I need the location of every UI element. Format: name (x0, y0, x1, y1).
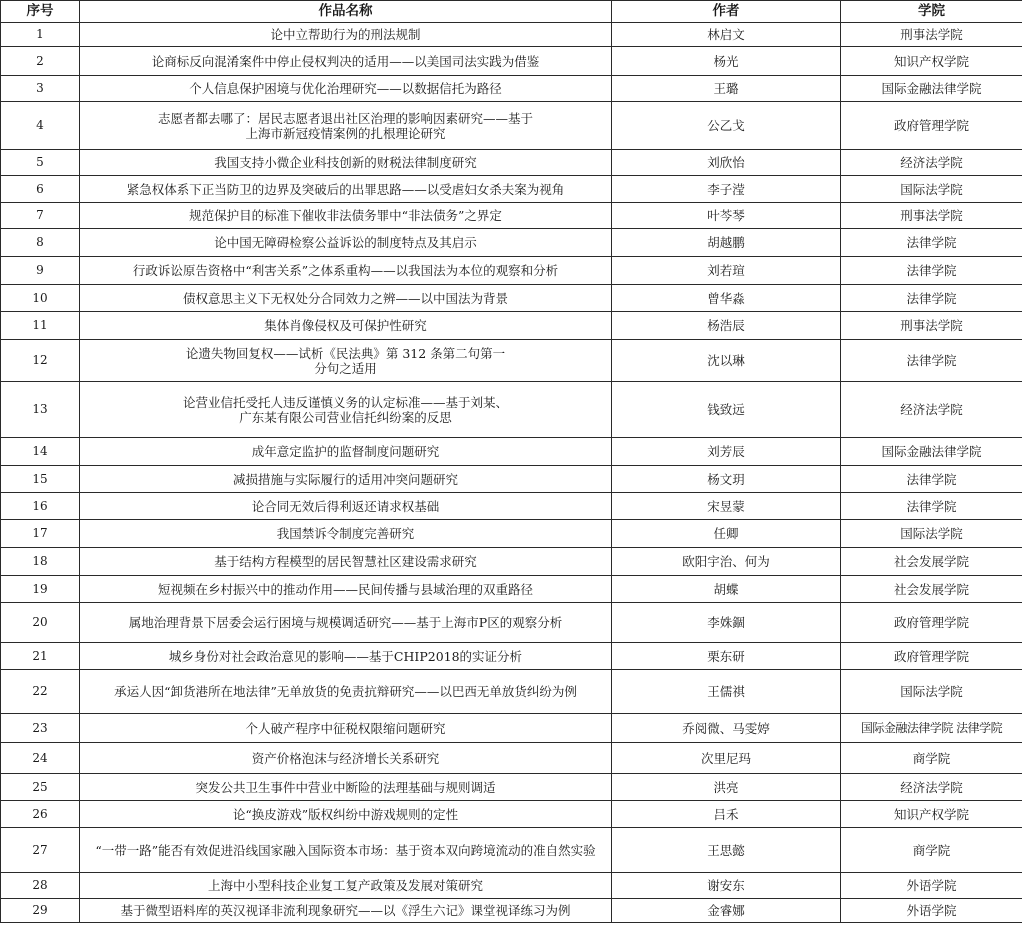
author-name (612, 466, 841, 493)
author-name (612, 743, 841, 774)
table-row (1, 285, 1022, 312)
row-number-text: 26 (32, 806, 48, 821)
author-name (612, 203, 841, 229)
work-title (80, 438, 612, 466)
author-name (612, 102, 841, 150)
author-name-text: 钱致远 (707, 402, 745, 417)
row-number-text: 24 (32, 750, 48, 765)
row-number-text: 1 (36, 27, 44, 41)
row-number (1, 520, 80, 548)
table-row (1, 76, 1022, 102)
work-title (80, 23, 612, 47)
author-name (612, 670, 841, 714)
work-title-text: 集体肖像侵权及可保护性研究 (264, 318, 427, 333)
school-name-text: 政府管理学院 (893, 615, 969, 630)
author-name-text: 宋昱蒙 (707, 498, 745, 514)
table-row (1, 312, 1022, 340)
author-name-text: 杨浩辰 (707, 318, 745, 333)
author-name (612, 828, 841, 873)
author-name-text: 李姝錮 (707, 615, 745, 630)
row-number-text: 10 (32, 290, 48, 305)
work-title-text: 基于结构方程模型的居民智慧社区建设需求研究 (214, 554, 477, 569)
school-name (841, 873, 1022, 899)
table-row (1, 176, 1022, 203)
school-name-text: 法律学院 (906, 498, 957, 514)
author-name (612, 285, 841, 312)
table-row (1, 873, 1022, 899)
table-row (1, 774, 1022, 801)
author-name-text: 王儒祺 (707, 684, 745, 699)
school-name-text: 政府管理学院 (893, 648, 969, 664)
row-number (1, 493, 80, 520)
author-name-text: 王思懿 (707, 842, 745, 858)
school-name-text: 外语学院 (906, 878, 957, 893)
author-name-text: 谢安东 (707, 878, 745, 893)
author-name-text: 栗东研 (707, 648, 745, 664)
row-number-text: 21 (32, 648, 48, 663)
work-title-text: 论营业信托受托人违反谨慎义务的认定标准——基于刘某、广东某有限公司营业信托纠纷案的反思 (182, 394, 508, 425)
school-name (841, 203, 1022, 229)
work-title (80, 76, 612, 102)
school-name (841, 828, 1022, 873)
row-number (1, 801, 80, 828)
work-title (80, 150, 612, 176)
header-title: 作品名称 (80, 1, 612, 23)
row-number (1, 23, 80, 47)
author-name (612, 150, 841, 176)
row-number (1, 828, 80, 873)
row-number (1, 438, 80, 466)
author-name-text: 沈以琳 (707, 353, 745, 368)
row-number (1, 47, 80, 76)
school-name (841, 520, 1022, 548)
author-name-text: 杨光 (713, 53, 739, 69)
row-number-text: 8 (36, 235, 44, 249)
work-title-text: 债权意思主义下无权处分合同效力之辨——以中国法为背景 (182, 290, 508, 306)
school-name-text: 经济法学院 (900, 779, 963, 795)
work-title (80, 340, 612, 382)
header-no: 序号 (1, 1, 80, 23)
author-name (612, 23, 841, 47)
work-title-text: 论商标反向混淆案件中停止侵权判决的适用——以美国司法实践为借鉴 (151, 53, 540, 69)
row-number-text: 16 (32, 498, 48, 513)
row-number-text: 29 (32, 903, 48, 917)
school-name (841, 603, 1022, 643)
table-row (1, 438, 1022, 466)
author-name-text: 公乙戈 (707, 118, 745, 133)
row-number-text: 13 (32, 402, 48, 416)
author-name (612, 76, 841, 102)
author-name-text: 任卿 (713, 526, 739, 541)
work-title-text: 突发公共卫生事件中营业中断险的法理基础与规则调适 (195, 779, 496, 795)
row-number (1, 76, 80, 102)
table-row (1, 576, 1022, 603)
school-name-text: 国际金融法律学院 (881, 81, 982, 96)
school-name (841, 774, 1022, 801)
author-name-text: 林启文 (707, 27, 745, 42)
work-title (80, 382, 612, 438)
author-name-text: 杨文玥 (707, 471, 745, 487)
author-name-text: 刘若瑄 (707, 263, 745, 278)
row-number (1, 176, 80, 203)
author-name (612, 493, 841, 520)
row-number (1, 203, 80, 229)
school-name (841, 176, 1022, 203)
work-title-text: 个人破产程序中征税权限缩问题研究 (245, 720, 446, 736)
school-name-text: 刑事法学院 (900, 208, 963, 223)
author-name (612, 229, 841, 257)
row-number-text: 3 (36, 81, 44, 95)
school-name (841, 150, 1022, 176)
row-number-text: 23 (32, 720, 48, 735)
school-name (841, 801, 1022, 828)
row-number (1, 576, 80, 603)
school-name-text: 国际法学院 (900, 684, 963, 699)
work-title-text: 论合同无效后得利返还请求权基础 (251, 498, 440, 514)
table-row (1, 102, 1022, 150)
school-name-text: 国际金融法律学院 (881, 444, 982, 459)
school-name (841, 714, 1022, 743)
row-number (1, 466, 80, 493)
school-name-text: 商学院 (912, 842, 951, 858)
author-name (612, 801, 841, 828)
school-name (841, 229, 1022, 257)
work-title-text: 行政诉讼原告资格中“利害关系”之体系重构——以我国法为本位的观察和分析 (132, 263, 559, 278)
row-number-text: 19 (32, 581, 48, 596)
row-number-text: 11 (32, 318, 48, 332)
table-row (1, 340, 1022, 382)
work-title (80, 176, 612, 203)
author-name-text: 洪亮 (713, 779, 739, 795)
table-row (1, 603, 1022, 643)
author-name-text: 王璐 (713, 81, 739, 96)
school-name (841, 548, 1022, 576)
work-title (80, 899, 612, 923)
header-row (1, 1, 1022, 23)
work-title (80, 670, 612, 714)
school-name-text: 刑事法学院 (900, 318, 963, 333)
row-number-text: 6 (36, 181, 44, 196)
work-title (80, 873, 612, 899)
work-title-text: 我国支持小微企业科技创新的财税法律制度研究 (214, 155, 477, 170)
row-number (1, 102, 80, 150)
work-title-text: 志愿者都去哪了：居民志愿者退出社区治理的影响因素研究——基于上海市新冠疫情案例的扎根理论研究 (157, 110, 533, 141)
author-name (612, 176, 841, 203)
work-title (80, 257, 612, 285)
work-title (80, 801, 612, 828)
row-number-text: 20 (32, 615, 48, 629)
work-title (80, 774, 612, 801)
school-name-text: 社会发展学院 (893, 581, 969, 597)
row-number (1, 150, 80, 176)
author-name (612, 899, 841, 923)
work-title-text: 城乡身份对社会政治意见的影响——基于CHIP2018的实证分析 (168, 648, 523, 664)
table-row (1, 23, 1022, 47)
table-row (1, 150, 1022, 176)
author-name-text: 吕禾 (713, 806, 739, 822)
row-number (1, 714, 80, 743)
row-number (1, 312, 80, 340)
work-title (80, 548, 612, 576)
author-name-text: 次里尼玛 (700, 750, 751, 766)
school-name (841, 382, 1022, 438)
school-name (841, 643, 1022, 670)
table-row (1, 899, 1022, 923)
work-title-text: 成年意定监护的监督制度问题研究 (251, 444, 440, 459)
author-name-text: 乔阅微、马雯婷 (682, 720, 770, 736)
school-name-text: 国际法学院 (900, 181, 963, 197)
table-row (1, 229, 1022, 257)
row-number (1, 873, 80, 899)
work-title-text: 论中国无障碍检察公益诉讼的制度特点及其启示 (214, 235, 477, 250)
school-name-text: 刑事法学院 (900, 27, 963, 42)
work-title-text: 承运人因“卸货港所在地法律”无单放货的免责抗辩研究——以巴西无单放货纠纷为例 (114, 684, 577, 699)
work-title (80, 520, 612, 548)
school-name (841, 743, 1022, 774)
author-name-text: 胡蝶 (713, 581, 739, 597)
author-name (612, 340, 841, 382)
work-title (80, 285, 612, 312)
school-name-text: 社会发展学院 (893, 554, 969, 569)
school-name (841, 257, 1022, 285)
author-name (612, 548, 841, 576)
school-name (841, 285, 1022, 312)
table-row (1, 520, 1022, 548)
row-number-text: 14 (32, 444, 48, 458)
row-number-text: 12 (32, 353, 48, 367)
work-title (80, 603, 612, 643)
work-title-text: 规范保护目的标准下催收非法债务罪中“非法债务”之界定 (189, 208, 502, 223)
school-name (841, 670, 1022, 714)
row-number-text: 15 (32, 471, 48, 486)
work-title-text: 资产价格泡沫与经济增长关系研究 (251, 750, 440, 766)
school-name-text: 商学院 (912, 750, 951, 766)
work-title-text: 短视频在乡村振兴中的推动作用——民间传播与县域治理的双重路径 (157, 581, 533, 597)
school-name (841, 47, 1022, 76)
work-title (80, 576, 612, 603)
table-row (1, 257, 1022, 285)
row-number (1, 548, 80, 576)
work-title-text: 减损措施与实际履行的适用冲突问题研究 (232, 471, 458, 487)
author-name-text: 叶芩琴 (707, 208, 745, 223)
row-number (1, 643, 80, 670)
school-name-text: 知识产权学院 (893, 806, 969, 822)
author-name (612, 47, 841, 76)
school-name (841, 102, 1022, 150)
row-number (1, 774, 80, 801)
author-name-text: 金睿娜 (707, 903, 745, 918)
school-name (841, 899, 1022, 923)
table-row (1, 743, 1022, 774)
work-title-text: 论中立帮助行为的刑法规制 (270, 27, 421, 42)
school-name-text: 国际金融法律学院 法律学院 (860, 721, 1003, 735)
row-number-text: 2 (36, 53, 44, 68)
row-number-text: 18 (32, 554, 48, 568)
school-name-text: 法律学院 (906, 353, 957, 368)
table-row (1, 828, 1022, 873)
author-name-text: 李子滢 (707, 181, 745, 197)
header-school: 学院 (841, 1, 1022, 23)
table-row (1, 801, 1022, 828)
school-name (841, 438, 1022, 466)
row-number-text: 4 (36, 118, 44, 132)
work-title-text: 论遗失物回复权——试析《民法典》第 312 条第二句第一分句之适用 (185, 345, 506, 376)
school-name-text: 政府管理学院 (893, 118, 969, 133)
school-name-text: 经济法学院 (900, 402, 963, 417)
row-number-text: 27 (32, 842, 48, 857)
header-author: 作者 (612, 1, 841, 23)
author-name-text: 曾华淼 (707, 290, 745, 306)
author-name (612, 714, 841, 743)
school-name (841, 312, 1022, 340)
table-row (1, 643, 1022, 670)
table-row (1, 714, 1022, 743)
author-name-text: 胡越鹏 (707, 235, 745, 250)
work-title-text: 我国禁诉令制度完善研究 (276, 526, 415, 541)
table-row (1, 493, 1022, 520)
table-row (1, 466, 1022, 493)
row-number-text: 5 (36, 155, 44, 169)
work-title (80, 229, 612, 257)
author-name-text: 欧阳宇治、何为 (682, 554, 770, 569)
author-name (612, 576, 841, 603)
author-name (612, 438, 841, 466)
row-number-text: 25 (32, 779, 48, 794)
author-name (612, 257, 841, 285)
school-name-text: 外语学院 (906, 903, 957, 918)
row-number (1, 603, 80, 643)
row-number-text: 22 (32, 684, 48, 698)
work-title (80, 828, 612, 873)
author-name (612, 643, 841, 670)
work-title (80, 643, 612, 670)
author-name (612, 520, 841, 548)
school-name (841, 23, 1022, 47)
row-number (1, 257, 80, 285)
school-name (841, 493, 1022, 520)
school-name (841, 466, 1022, 493)
table-row (1, 670, 1022, 714)
work-title-text: 紧急权体系下正当防卫的边界及突破后的出罪思路——以受虐妇女杀夫案为视角 (126, 181, 565, 197)
school-name (841, 76, 1022, 102)
work-title-text: 个人信息保护困境与优化治理研究——以数据信托为路径 (189, 81, 502, 96)
school-name-text: 知识产权学院 (893, 53, 969, 69)
work-title (80, 466, 612, 493)
table-row (1, 47, 1022, 76)
row-number (1, 382, 80, 438)
row-number (1, 899, 80, 923)
school-name-text: 法律学院 (906, 263, 957, 278)
work-title-text: 属地治理背景下居委会运行困境与规模调适研究——基于上海市P区的观察分析 (128, 615, 563, 630)
author-name (612, 774, 841, 801)
work-title (80, 743, 612, 774)
work-title (80, 312, 612, 340)
author-name (612, 603, 841, 643)
row-number-text: 17 (32, 526, 48, 540)
work-title (80, 714, 612, 743)
author-name (612, 873, 841, 899)
work-title-text: 基于微型语料库的英汉视译非流利现象研究——以《浮生六记》课堂视译练习为例 (120, 903, 571, 918)
row-number-text: 9 (36, 263, 44, 277)
row-number-text: 7 (36, 208, 44, 222)
table-row (1, 382, 1022, 438)
row-number-text: 28 (32, 878, 48, 892)
table-row (1, 203, 1022, 229)
school-name-text: 法律学院 (906, 290, 957, 306)
school-name-text: 经济法学院 (900, 155, 963, 170)
work-title (80, 47, 612, 76)
row-number (1, 743, 80, 774)
author-name (612, 382, 841, 438)
table-row (1, 548, 1022, 576)
author-name (612, 312, 841, 340)
row-number (1, 229, 80, 257)
school-name-text: 国际法学院 (900, 526, 963, 541)
work-title-text: 论“换皮游戏”版权纠纷中游戏规则的定性 (232, 806, 459, 822)
school-name (841, 576, 1022, 603)
school-name-text: 法律学院 (906, 471, 957, 487)
author-name-text: 刘芳辰 (707, 444, 745, 459)
school-name-text: 法律学院 (906, 235, 957, 250)
row-number (1, 285, 80, 312)
row-number (1, 340, 80, 382)
table-body (1, 23, 1022, 923)
work-title (80, 493, 612, 520)
author-name-text: 刘欣怡 (707, 155, 745, 170)
work-title-text: “一带一路”能否有效促进沿线国家融入国际资本市场：基于资本双向跨境流动的准自然实验 (95, 842, 596, 858)
work-title (80, 102, 612, 150)
work-title-text: 上海中小型科技企业复工复产政策及发展对策研究 (207, 878, 483, 893)
work-title (80, 203, 612, 229)
row-number (1, 670, 80, 714)
school-name (841, 340, 1022, 382)
